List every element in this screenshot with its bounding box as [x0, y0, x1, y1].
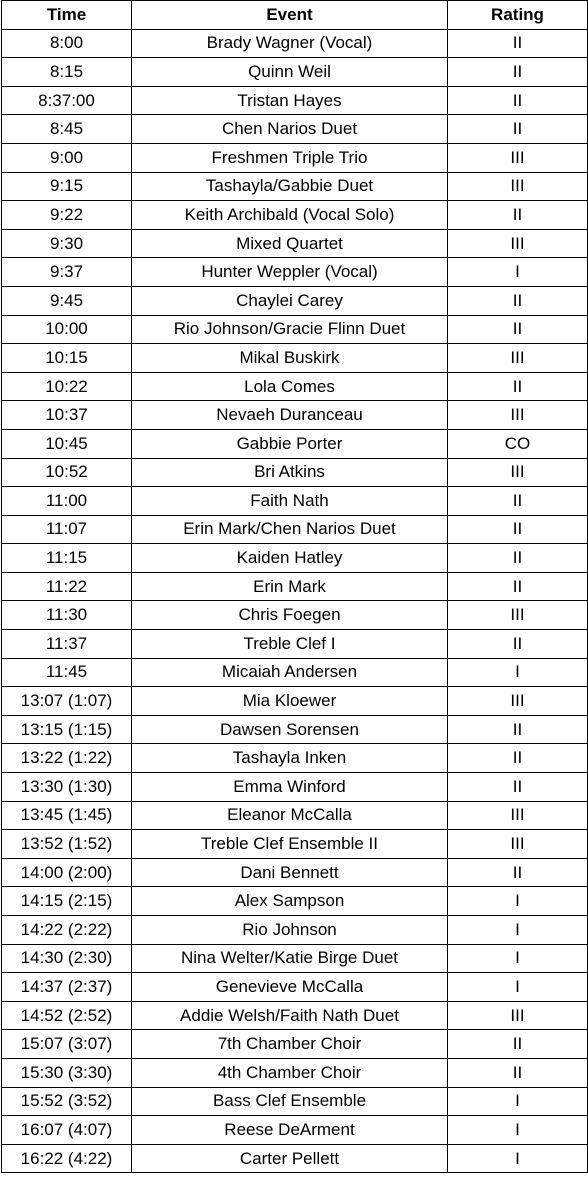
event-cell: Addie Welsh/Faith Nath Duet	[132, 1001, 448, 1030]
event-cell: Dawsen Sorensen	[132, 715, 448, 744]
event-cell: Kaiden Hatley	[132, 544, 448, 573]
event-cell: Emma Winford	[132, 773, 448, 802]
rating-cell: II	[448, 1030, 588, 1059]
event-cell: Tashayla/Gabbie Duet	[132, 172, 448, 201]
event-cell: Genevieve McCalla	[132, 973, 448, 1002]
table-row	[2, 1001, 588, 1030]
table-row	[2, 715, 588, 744]
rating-cell: III	[448, 601, 588, 630]
rating-cell: II	[448, 487, 588, 516]
rating-cell: II	[448, 515, 588, 544]
table-body	[2, 29, 588, 1173]
table-row	[2, 916, 588, 945]
time-cell: 11:30	[2, 601, 132, 630]
table-row	[2, 773, 588, 802]
table-row	[2, 630, 588, 659]
rating-cell: II	[448, 773, 588, 802]
rating-cell: I	[448, 1144, 588, 1173]
rating-cell: I	[448, 973, 588, 1002]
rating-cell: III	[448, 830, 588, 859]
time-cell: 8:00	[2, 29, 132, 58]
rating-cell: I	[448, 1116, 588, 1145]
time-cell: 13:07 (1:07)	[2, 687, 132, 716]
rating-cell: I	[448, 887, 588, 916]
rating-cell: I	[448, 658, 588, 687]
table-row	[2, 515, 588, 544]
event-cell: Mia Kloewer	[132, 687, 448, 716]
rating-cell: III	[448, 229, 588, 258]
table-row	[2, 887, 588, 916]
table-row	[2, 601, 588, 630]
time-cell: 10:37	[2, 401, 132, 430]
table-row	[2, 1058, 588, 1087]
rating-cell: II	[448, 201, 588, 230]
rating-cell: II	[448, 572, 588, 601]
event-cell: Rio Johnson	[132, 916, 448, 945]
time-cell: 9:45	[2, 286, 132, 315]
rating-cell: III	[448, 1001, 588, 1030]
time-cell: 10:15	[2, 344, 132, 373]
event-cell: 7th Chamber Choir	[132, 1030, 448, 1059]
rating-cell: II	[448, 286, 588, 315]
event-cell: Erin Mark	[132, 572, 448, 601]
time-cell: 14:22 (2:22)	[2, 916, 132, 945]
rating-cell: II	[448, 744, 588, 773]
event-cell: Brady Wagner (Vocal)	[132, 29, 448, 58]
event-cell: Erin Mark/Chen Narios Duet	[132, 515, 448, 544]
event-cell: Carter Pellett	[132, 1144, 448, 1173]
time-cell: 13:15 (1:15)	[2, 715, 132, 744]
rating-cell: II	[448, 544, 588, 573]
rating-cell: II	[448, 315, 588, 344]
time-cell: 16:07 (4:07)	[2, 1116, 132, 1145]
rating-cell: II	[448, 29, 588, 58]
time-cell: 11:00	[2, 487, 132, 516]
event-cell: Keith Archibald (Vocal Solo)	[132, 201, 448, 230]
time-cell: 8:45	[2, 115, 132, 144]
time-cell: 11:45	[2, 658, 132, 687]
table-row	[2, 58, 588, 87]
event-cell: Treble Clef I	[132, 630, 448, 659]
table-row	[2, 572, 588, 601]
table-row	[2, 1144, 588, 1173]
event-cell: Lola Comes	[132, 372, 448, 401]
event-cell: Freshmen Triple Trio	[132, 143, 448, 172]
table-row	[2, 1116, 588, 1145]
rating-cell: III	[448, 687, 588, 716]
event-cell: Chen Narios Duet	[132, 115, 448, 144]
table-row	[2, 229, 588, 258]
table-row	[2, 372, 588, 401]
table-row	[2, 315, 588, 344]
time-cell: 11:07	[2, 515, 132, 544]
event-cell: Dani Bennett	[132, 858, 448, 887]
header-time: Time	[2, 1, 132, 30]
event-cell: Bri Atkins	[132, 458, 448, 487]
header-row	[2, 1, 588, 30]
event-cell: Nina Welter/Katie Birge Duet	[132, 944, 448, 973]
event-cell: Micaiah Andersen	[132, 658, 448, 687]
time-cell: 11:15	[2, 544, 132, 573]
table-row	[2, 858, 588, 887]
table-row	[2, 744, 588, 773]
table-row	[2, 115, 588, 144]
time-cell: 11:22	[2, 572, 132, 601]
table-row	[2, 487, 588, 516]
table-row	[2, 201, 588, 230]
table-row	[2, 801, 588, 830]
table-row	[2, 401, 588, 430]
time-cell: 9:30	[2, 229, 132, 258]
event-cell: Treble Clef Ensemble II	[132, 830, 448, 859]
event-cell: Tashayla Inken	[132, 744, 448, 773]
time-cell: 13:45 (1:45)	[2, 801, 132, 830]
event-cell: Bass Clef Ensemble	[132, 1087, 448, 1116]
time-cell: 10:52	[2, 458, 132, 487]
table-row	[2, 1030, 588, 1059]
time-cell: 15:07 (3:07)	[2, 1030, 132, 1059]
time-cell: 13:22 (1:22)	[2, 744, 132, 773]
rating-cell: III	[448, 458, 588, 487]
rating-cell: II	[448, 1058, 588, 1087]
rating-cell: II	[448, 86, 588, 115]
event-cell: Eleanor McCalla	[132, 801, 448, 830]
table-row	[2, 29, 588, 58]
table-row	[2, 687, 588, 716]
schedule-table	[1, 0, 588, 1173]
event-cell: Nevaeh Duranceau	[132, 401, 448, 430]
time-cell: 10:45	[2, 429, 132, 458]
rating-cell: III	[448, 344, 588, 373]
time-cell: 9:15	[2, 172, 132, 201]
rating-cell: I	[448, 916, 588, 945]
table-row	[2, 143, 588, 172]
rating-cell: III	[448, 143, 588, 172]
rating-cell: III	[448, 401, 588, 430]
table-row	[2, 429, 588, 458]
time-cell: 14:37 (2:37)	[2, 973, 132, 1002]
table-row	[2, 458, 588, 487]
time-cell: 8:37:00	[2, 86, 132, 115]
table-row	[2, 344, 588, 373]
rating-cell: II	[448, 372, 588, 401]
table-row	[2, 172, 588, 201]
rating-cell: I	[448, 944, 588, 973]
time-cell: 9:22	[2, 201, 132, 230]
table-row	[2, 286, 588, 315]
rating-cell: CO	[448, 429, 588, 458]
rating-cell: II	[448, 630, 588, 659]
time-cell: 9:00	[2, 143, 132, 172]
rating-cell: I	[448, 1087, 588, 1116]
time-cell: 16:22 (4:22)	[2, 1144, 132, 1173]
time-cell: 13:30 (1:30)	[2, 773, 132, 802]
time-cell: 8:15	[2, 58, 132, 87]
time-cell: 10:00	[2, 315, 132, 344]
time-cell: 11:37	[2, 630, 132, 659]
time-cell: 14:15 (2:15)	[2, 887, 132, 916]
table-row	[2, 258, 588, 287]
table-row	[2, 973, 588, 1002]
time-cell: 15:52 (3:52)	[2, 1087, 132, 1116]
time-cell: 13:52 (1:52)	[2, 830, 132, 859]
table-row	[2, 830, 588, 859]
time-cell: 14:30 (2:30)	[2, 944, 132, 973]
rating-cell: II	[448, 858, 588, 887]
event-cell: Alex Sampson	[132, 887, 448, 916]
event-cell: Reese DeArment	[132, 1116, 448, 1145]
event-cell: Mikal Buskirk	[132, 344, 448, 373]
event-cell: Quinn Weil	[132, 58, 448, 87]
table-row	[2, 944, 588, 973]
table-row	[2, 544, 588, 573]
time-cell: 14:00 (2:00)	[2, 858, 132, 887]
event-cell: Tristan Hayes	[132, 86, 448, 115]
event-cell: Gabbie Porter	[132, 429, 448, 458]
event-cell: 4th Chamber Choir	[132, 1058, 448, 1087]
table-row	[2, 86, 588, 115]
rating-cell: III	[448, 801, 588, 830]
rating-cell: III	[448, 172, 588, 201]
time-cell: 9:37	[2, 258, 132, 287]
table-row	[2, 1087, 588, 1116]
event-cell: Mixed Quartet	[132, 229, 448, 258]
rating-cell: II	[448, 115, 588, 144]
event-cell: Rio Johnson/Gracie Flinn Duet	[132, 315, 448, 344]
rating-cell: II	[448, 58, 588, 87]
rating-cell: I	[448, 258, 588, 287]
time-cell: 14:52 (2:52)	[2, 1001, 132, 1030]
header-event: Event	[132, 1, 448, 30]
event-cell: Hunter Weppler (Vocal)	[132, 258, 448, 287]
header-rating: Rating	[448, 1, 588, 30]
event-cell: Chris Foegen	[132, 601, 448, 630]
time-cell: 15:30 (3:30)	[2, 1058, 132, 1087]
event-cell: Chaylei Carey	[132, 286, 448, 315]
time-cell: 10:22	[2, 372, 132, 401]
table-row	[2, 658, 588, 687]
rating-cell: II	[448, 715, 588, 744]
event-cell: Faith Nath	[132, 487, 448, 516]
